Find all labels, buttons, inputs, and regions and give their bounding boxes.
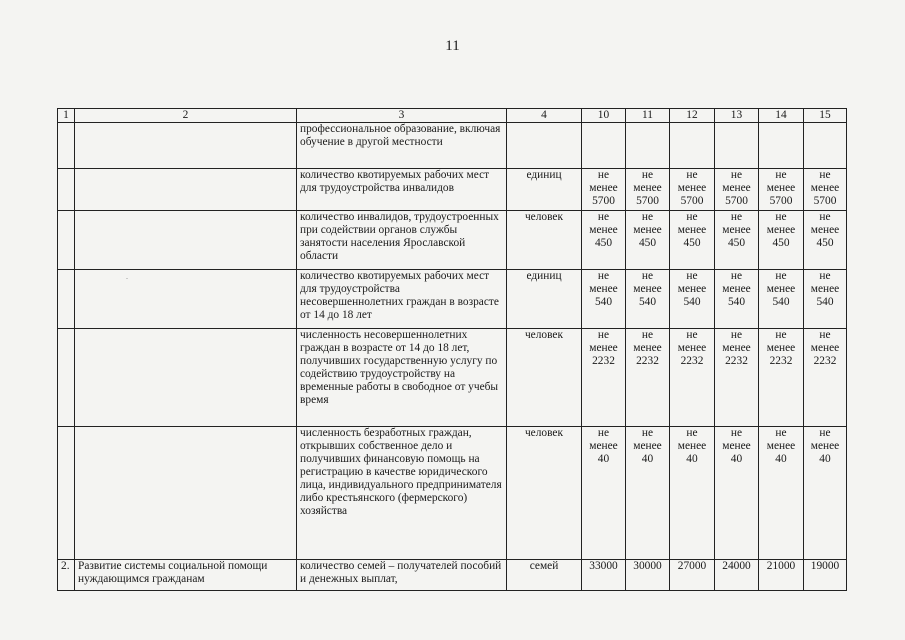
value-cell-year-12 [670,123,715,169]
page-number: 11 [445,38,460,54]
value-cell-year-13: не менее 450 [715,211,759,270]
row-number-cell [58,211,75,270]
header-cell: 15 [804,109,847,123]
program-name-cell [75,329,297,427]
value-cell-year-11 [626,123,670,169]
header-cell: 4 [507,109,582,123]
value-cell-year-15: 19000 [804,560,847,591]
value-cell-year-13: 24000 [715,560,759,591]
header-cell: 13 [715,109,759,123]
value-cell-year-13: не менее 5700 [715,169,759,211]
unit-cell: человек [507,427,582,560]
value-cell-year-14: не менее 5700 [759,169,804,211]
header-cell: 1 [58,109,75,123]
indicator-cell: численность безработных граждан, открывших собственное дело и получивших финансовую помощь на регистрацию в качестве юридического лица, индивидуального предпринимателя либо крестьянского (фермерского) хозяйства [297,427,507,560]
value-cell-year-10 [582,123,626,169]
value-cell-year-11: не менее 5700 [626,169,670,211]
value-cell-year-15: не менее 540 [804,270,847,329]
value-cell-year-13: не менее 40 [715,427,759,560]
row-number-cell [58,270,75,329]
value-cell-year-15: не менее 40 [804,427,847,560]
indicator-cell: количество квотируемых рабочих мест для трудоустройства инвалидов [297,169,507,211]
table-row [58,211,847,270]
indicators-table [57,108,847,591]
value-cell-year-10: не менее 5700 [582,169,626,211]
value-cell-year-14 [759,123,804,169]
header-cell: 11 [626,109,670,123]
header-cell: 14 [759,109,804,123]
program-name-cell [75,270,297,329]
table-header-row [58,109,847,123]
header-cell: 3 [297,109,507,123]
value-cell-year-14: не менее 450 [759,211,804,270]
table-row [58,560,847,591]
value-cell-year-14: 21000 [759,560,804,591]
value-cell-year-15: не менее 450 [804,211,847,270]
unit-cell: человек [507,329,582,427]
row-number-cell [58,427,75,560]
value-cell-year-11: не менее 540 [626,270,670,329]
table-row [58,427,847,560]
value-cell-year-11: 30000 [626,560,670,591]
unit-cell [507,123,582,169]
value-cell-year-10: не менее 2232 [582,329,626,427]
program-name-cell [75,211,297,270]
value-cell-year-13: не менее 2232 [715,329,759,427]
table-row [58,329,847,427]
indicator-cell: профессиональное образование, включая обучение в другой местности [297,123,507,169]
table-row [58,270,847,329]
program-name-cell: Развитие системы социальной помощи нуждающимся гражданам [75,560,297,591]
table-row [58,123,847,169]
indicator-cell: количество квотируемых рабочих мест для трудоустройства несовершеннолетних граждан в возрасте от 14 до 18 лет [297,270,507,329]
header-cell: 10 [582,109,626,123]
value-cell-year-15: не менее 5700 [804,169,847,211]
value-cell-year-12: не менее 2232 [670,329,715,427]
unit-cell: единиц [507,169,582,211]
value-cell-year-12: не менее 540 [670,270,715,329]
value-cell-year-14: не менее 540 [759,270,804,329]
value-cell-year-11: не менее 40 [626,427,670,560]
value-cell-year-10: не менее 540 [582,270,626,329]
row-number-cell [58,169,75,211]
table-body [58,123,847,591]
indicator-cell: численность несовершеннолетних граждан в возрасте от 14 до 18 лет, получивших государственную услугу по содействию трудоустройству на временные работы в свободное от учебы время [297,329,507,427]
scan-speck: . [126,272,128,281]
indicator-cell: количество инвалидов, трудоустроенных при содействии органов службы занятости населения Ярославской области [297,211,507,270]
value-cell-year-12: не менее 450 [670,211,715,270]
unit-cell: человек [507,211,582,270]
row-number-cell: 2. [58,560,75,591]
value-cell-year-15: не менее 2232 [804,329,847,427]
row-number-cell [58,123,75,169]
value-cell-year-10: не менее 40 [582,427,626,560]
value-cell-year-10: не менее 450 [582,211,626,270]
program-name-cell [75,427,297,560]
value-cell-year-15 [804,123,847,169]
value-cell-year-11: не менее 450 [626,211,670,270]
value-cell-year-12: не менее 5700 [670,169,715,211]
header-cell: 12 [670,109,715,123]
value-cell-year-12: 27000 [670,560,715,591]
value-cell-year-14: не менее 2232 [759,329,804,427]
value-cell-year-13: не менее 540 [715,270,759,329]
header-cell: 2 [75,109,297,123]
value-cell-year-10: 33000 [582,560,626,591]
value-cell-year-13 [715,123,759,169]
value-cell-year-14: не менее 40 [759,427,804,560]
unit-cell: семей [507,560,582,591]
indicator-cell: количество семей – получателей пособий и денежных выплат, [297,560,507,591]
unit-cell: единиц [507,270,582,329]
value-cell-year-11: не менее 2232 [626,329,670,427]
table-row [58,169,847,211]
value-cell-year-12: не менее 40 [670,427,715,560]
program-name-cell [75,123,297,169]
program-name-cell [75,169,297,211]
row-number-cell [58,329,75,427]
